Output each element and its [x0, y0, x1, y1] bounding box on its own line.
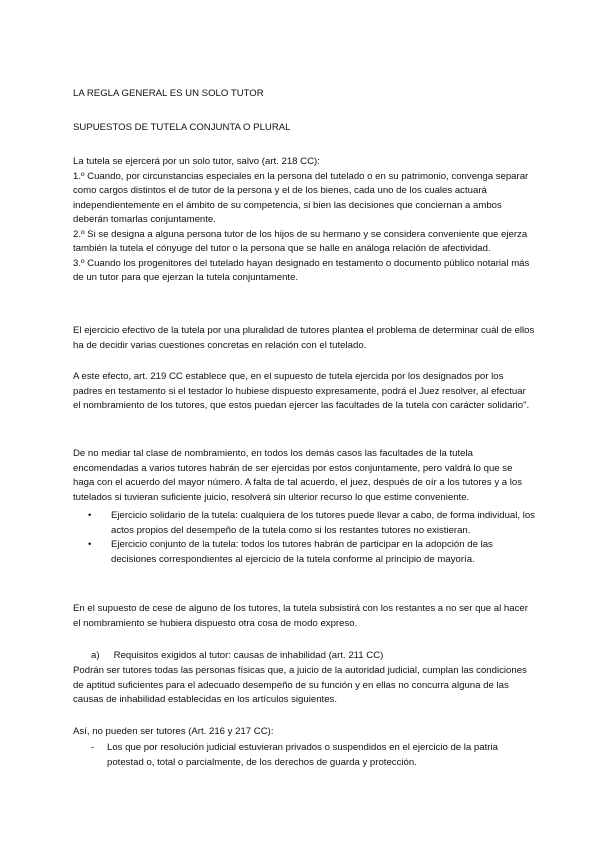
- paragraph-plurality: El ejercicio efectivo de la tutela por una pluralidad de tutores plantea el problema de determinar cuál de ellos ha de decidir varias cuestiones concretas en relación con el tutelado.: [73, 325, 535, 351]
- subsection-label: a): [91, 650, 100, 661]
- subsection-heading: [91, 649, 383, 664]
- bullet-item-conjunto: [88, 538, 535, 567]
- case-2: 2.º Si se designa a alguna persona tutor de los hijos de su hermano y se considera conveniente que ejerza también la tutela el cónyuge del tutor o la persona que se halle en análoga relación de afectividad.: [73, 228, 528, 254]
- dash-item: [91, 741, 535, 770]
- document-title: LA REGLA GENERAL ES UN SOLO TUTOR: [73, 88, 264, 99]
- case-1: 1.º Cuando, por circunstancias especiales en la persona del tutelado o en su patrimonio, convenga separar como cargos distintos el de tutor de la persona y el de los bienes, cada uno de los cuales actuará independientemente en el ámbito de su competencia, si bien las decisiones que conciernan a ambos deberán tomarlas conjuntamente.: [73, 170, 529, 225]
- dash-list: [91, 741, 535, 770]
- paragraph-no-pueden: Así, no pueden ser tutores (Art. 216 y 217 CC):: [73, 726, 274, 737]
- intro-paragraph: [73, 155, 535, 286]
- dash-marker: -: [91, 742, 95, 753]
- bullet-text: Ejercicio solidario de la tutela: cualquiera de los tutores puede llevar a cabo, de forma individual, los actos propios del desempeño de la tutela como si los restantes tutores no existieran.: [111, 510, 535, 536]
- subsection-title: Requisitos exigidos al tutor: causas de inhabilidad (art. 211 CC): [113, 650, 384, 661]
- intro-lead: La tutela se ejercerá por un solo tutor, salvo (art. 218 CC):: [73, 156, 320, 167]
- bullet-text: Ejercicio conjunto de la tutela: todos los tutores habrán de participar en la adopción de las decisiones correspondientes al ejercicio de la tutela conforme al principio de mayoría.: [111, 539, 493, 565]
- paragraph-default: De no mediar tal clase de nombramiento, en todos los demás casos las facultades de la tutela encomendadas a varios tutores habrán de ser ejercidas por estos conjuntamente, pero valdrá lo que se haga con el acuerdo del mayor número. A falta de tal acuerdo, el juez, después de oír a los tutores y a los tutelados si tuvieran suficiente juicio, resolverá sin ulterior recurso lo que estime conveniente.: [73, 448, 523, 503]
- bullet-item-solidario: [88, 509, 535, 538]
- section-title: SUPUESTOS DE TUTELA CONJUNTA O PLURAL: [73, 122, 291, 133]
- paragraph-requisitos: Podrán ser tutores todas las personas físicas que, a juicio de la autoridad judicial, cumplan las condiciones de aptitud suficientes para el adecuado desempeño de su función y en ellas no concurra alguna de las causas de inhabilidad establecidas en los artículos siguientes.: [73, 665, 527, 705]
- dash-text: Los que por resolución judicial estuvieran privados o suspendidos en el ejercicio de la patria potestad o, total o parcialmente, de los derechos de guarda y protección.: [107, 742, 498, 768]
- case-3: 3.º Cuando los progenitores del tutelado hayan designado en testamento o documento público notarial más de un tutor para que ejerzan la tutela conjuntamente.: [73, 257, 530, 283]
- paragraph-art219: A este efecto, art. 219 CC establece que, en el supuesto de tutela ejercida por los designados por los padres en testamento si el testador lo hubiese dispuesto expresamente, podrá el Juez resolver, al efectuar el nombramiento de los tutores, que estos puedan ejercer las facultades de la tutela con carácter solidario".: [73, 371, 530, 411]
- bullet-list: [88, 509, 535, 567]
- bullet-marker: •: [88, 510, 92, 521]
- bullet-marker: •: [88, 539, 92, 550]
- paragraph-cese: En el supuesto de cese de alguno de los tutores, la tutela subsistirá con los restantes a no ser que al hacer el nombramiento se hubiera dispuesto otra cosa de modo expreso.: [73, 603, 528, 629]
